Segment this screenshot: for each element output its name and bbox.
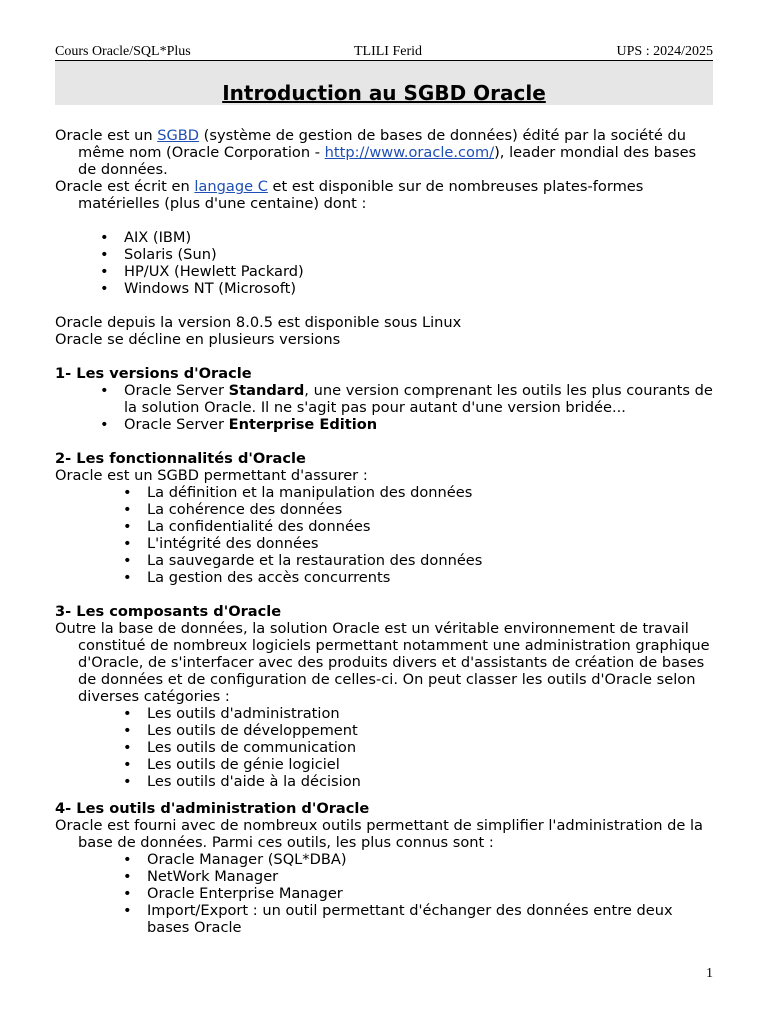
list-item: • NetWork Manager: [123, 868, 279, 885]
list-item: • La gestion des accès concurrents: [123, 569, 391, 586]
list-item: • Les outils d'aide à la décision: [123, 773, 361, 790]
list-item: • Oracle Enterprise Manager: [123, 885, 343, 902]
intro-paragraph-1: Oracle est un SGBD (système de gestion de bases de données) édité par la société du même nom (Oracle Corporation - http://www.oracle.com/), leader mondial des bases de données.: [55, 127, 697, 178]
section-heading-outils-administration: 4- Les outils d'administration d'Oracle: [55, 800, 370, 817]
section-heading-composants: 3- Les composants d'Oracle: [55, 603, 282, 620]
intro-paragraph-2: Oracle est écrit en langage C et est disponible sur de nombreuses plates-formes matérielles (plus d'une centaine) dont :: [55, 178, 644, 212]
list-item: • La sauvegarde et la restauration des données: [123, 552, 483, 569]
langage-c-link[interactable]: langage C: [194, 178, 268, 195]
page-header: [55, 43, 713, 61]
header-course: Cours Oracle/SQL*Plus: [55, 44, 191, 59]
list-item: • La cohérence des données: [123, 501, 343, 518]
fonctionnalites-list: [55, 484, 715, 586]
versions-list: [55, 382, 715, 433]
list-item: • L'intégrité des données: [123, 535, 319, 552]
document-body: [55, 127, 715, 936]
list-item: • Oracle Server Standard, une version comprenant les outils les plus courants de la solution Oracle. Il ne s'agit pas pour autant d'une version bridée...: [100, 382, 713, 416]
list-item: • Les outils de génie logiciel: [123, 756, 340, 773]
sgbd-link[interactable]: SGBD: [157, 127, 200, 144]
list-item: • Les outils d'administration: [123, 705, 340, 722]
page-title: Introduction au SGBD Oracle: [222, 81, 546, 105]
list-item: • Import/Export : un outil permettant d'échanger des données entre deux bases Oracle: [123, 902, 673, 936]
list-item: • HP/UX (Hewlett Packard): [100, 263, 304, 280]
list-item: • Les outils de communication: [123, 739, 357, 756]
list-item: • La définition et la manipulation des données: [123, 484, 473, 501]
section-3-intro: Outre la base de données, la solution Oracle est un véritable environnement de travail constitué de nombreux logiciels permettant notamment une administration graphique d'Oracle, de s'interfacer avec des produits divers et d'assistants de création de bases de données et de configuration de celles-ci. On peut classer les outils d'Oracle selon diverses catégories :: [55, 620, 710, 705]
list-item: • Oracle Manager (SQL*DBA): [123, 851, 347, 868]
oracle-website-link[interactable]: http://www.oracle.com/: [324, 144, 495, 161]
page-number: 1: [706, 966, 713, 981]
header-author: TLILI Ferid: [353, 44, 423, 59]
platform-list: [55, 229, 715, 297]
list-item: • Windows NT (Microsoft): [100, 280, 297, 297]
list-item: • Les outils de développement: [123, 722, 358, 739]
header-year: UPS : 2024/2025: [616, 44, 713, 59]
section-heading-fonctionnalites: 2- Les fonctionnalités d'Oracle: [55, 450, 306, 467]
intro-paragraph-3: Oracle depuis la version 8.0.5 est disponible sous Linux: [55, 314, 462, 331]
section-4-intro: Oracle est fourni avec de nombreux outils permettant de simplifier l'administration de la base de données. Parmi ces outils, les plus connus sont :: [55, 817, 703, 851]
title-band: [55, 61, 713, 105]
outils-administration-list: [55, 851, 715, 936]
section-2-intro: Oracle est un SGBD permettant d'assurer :: [55, 467, 368, 484]
list-item: • Oracle Server Enterprise Edition: [100, 416, 378, 433]
section-heading-versions: 1- Les versions d'Oracle: [55, 365, 252, 382]
intro-paragraph-4: Oracle se décline en plusieurs versions: [55, 331, 341, 348]
list-item: • AIX (IBM): [100, 229, 192, 246]
list-item: • La confidentialité des données: [123, 518, 371, 535]
composants-list: [55, 705, 715, 790]
list-item: • Solaris (Sun): [100, 246, 217, 263]
